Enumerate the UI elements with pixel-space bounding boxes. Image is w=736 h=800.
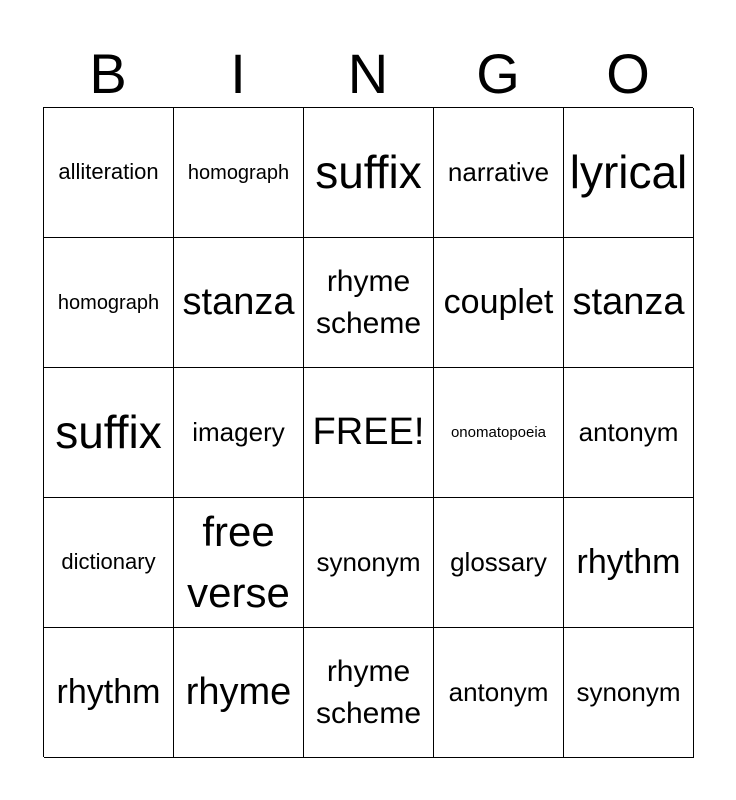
header-letter-o: O [606,42,650,105]
bingo-cell-r3-c3[interactable] [304,368,434,498]
cell-text: antonym [448,676,549,707]
bingo-cell-r2-c2[interactable] [174,238,304,368]
header-letter-n: N [347,42,389,105]
bingo-cell-r5-c1[interactable] [44,628,174,758]
cell-text: synonym [316,546,421,577]
bingo-cell-r5-c3[interactable] [304,628,434,758]
bingo-cell-r1-c3[interactable] [304,108,434,238]
cell-text: FREE! [312,410,425,453]
cell-text: synonym [576,676,681,707]
header-letter-b: B [89,42,127,105]
bingo-cell-r4-c2[interactable] [174,498,304,628]
cell-text: imagery [192,416,285,447]
bingo-cell-r3-c1[interactable] [44,368,174,498]
bingo-cell-r3-c2[interactable] [174,368,304,498]
cell-text: couplet [443,283,554,322]
cell-text: suffix [315,145,422,198]
cell-text: antonym [578,416,679,447]
bingo-cell-r1-c4[interactable] [434,108,564,238]
bingo-cell-r3-c4[interactable] [434,368,564,498]
bingo-board [43,107,693,757]
cell-text: alliteration [58,159,159,185]
cell-text: free verse [187,507,290,616]
header-letter-g: G [476,42,520,105]
cell-text: stanza [182,280,295,323]
bingo-cell-r5-c2[interactable] [174,628,304,758]
cell-text: narrative [447,156,550,187]
cell-text: rhythm [56,673,161,712]
bingo-cell-r4-c5[interactable] [564,498,694,628]
cell-text: rhythm [576,543,681,582]
cell-text: homograph [187,161,290,184]
bingo-cell-r4-c4[interactable] [434,498,564,628]
cell-text: stanza [572,280,685,323]
bingo-cell-r2-c5[interactable] [564,238,694,368]
bingo-cell-r1-c1[interactable] [44,108,174,238]
cell-text: dictionary [61,549,156,575]
cell-text: lyrical [569,145,688,198]
bingo-cell-r4-c1[interactable] [44,498,174,628]
bingo-cell-r2-c1[interactable] [44,238,174,368]
bingo-cell-r5-c5[interactable] [564,628,694,758]
cell-text: rhyme scheme [315,264,422,340]
cell-text: homograph [57,291,160,314]
cell-text: onomatopoeia [450,423,547,441]
bingo-cell-r3-c5[interactable] [564,368,694,498]
bingo-cell-r1-c5[interactable] [564,108,694,238]
bingo-cell-r2-c3[interactable] [304,238,434,368]
header-letter-i: I [230,42,246,105]
bingo-header [43,40,693,108]
bingo-cell-r4-c3[interactable] [304,498,434,628]
cell-text: suffix [55,405,162,458]
bingo-cell-r2-c4[interactable] [434,238,564,368]
cell-text: glossary [450,546,547,577]
bingo-cell-r1-c2[interactable] [174,108,304,238]
bingo-cell-r5-c4[interactable] [434,628,564,758]
cell-text: rhyme [185,670,292,713]
cell-text: rhyme scheme [315,654,422,730]
